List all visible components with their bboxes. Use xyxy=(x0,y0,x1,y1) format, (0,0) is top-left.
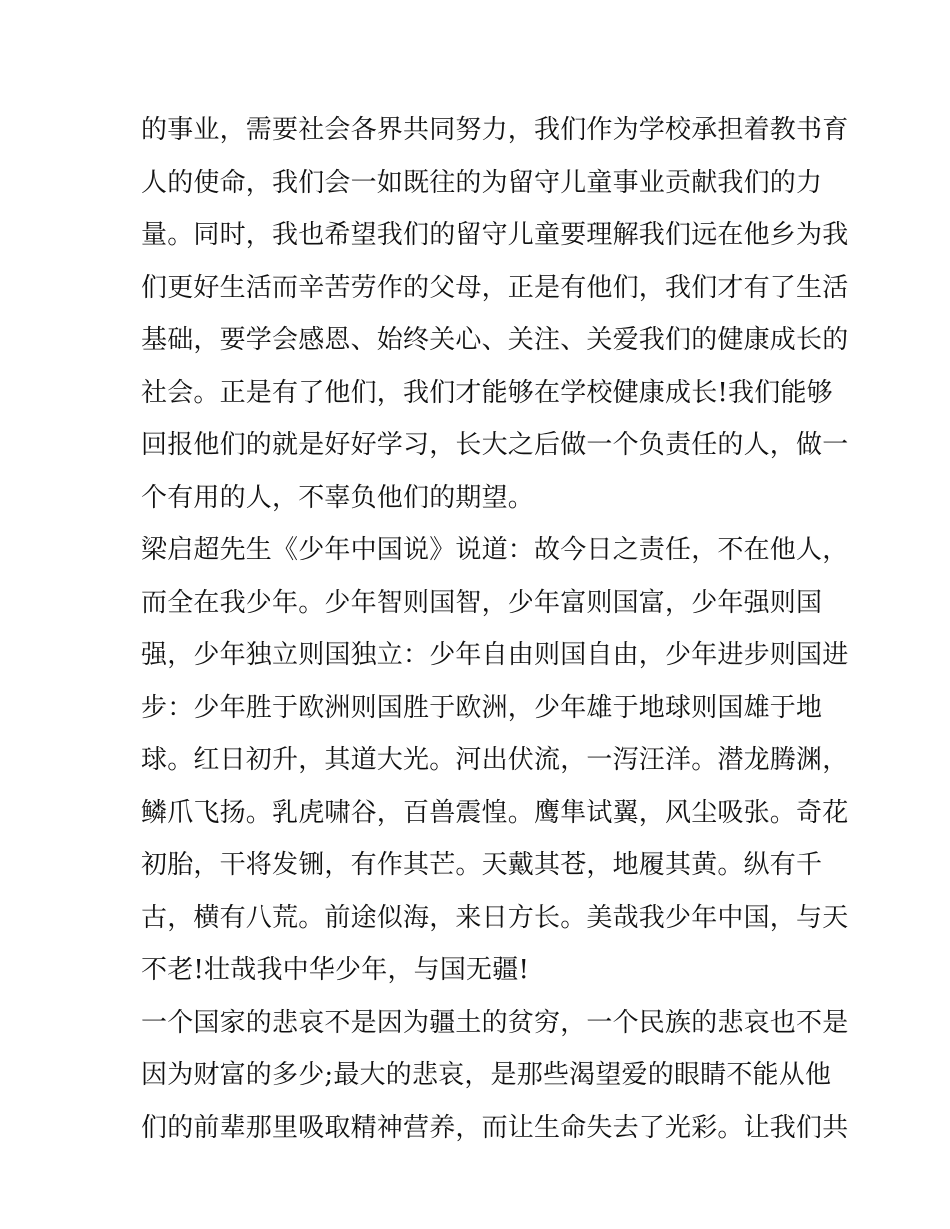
text-line: 而全在我少年。少年智则国智，少年富则国富，少年强则国 xyxy=(141,587,823,618)
text-line: 步：少年胜于欧洲则国胜于欧洲，少年雄于地球则国雄于地 xyxy=(141,692,823,723)
text-line: 初胎，干将发铏，有作其芒。天戴其苍，地履其黄。纵有千 xyxy=(141,850,823,880)
text-line: 基础，要学会感恩、始终关心、关注、关爱我们的健康成长的 xyxy=(141,325,849,355)
text-line: 古，横有八荒。前途似海，来日方长。美哉我少年中国，与天 xyxy=(141,902,849,933)
text-line: 量。同时，我也希望我们的留守儿童要理解我们远在他乡为我 xyxy=(141,220,849,250)
text-line: 强，少年独立则国独立：少年自由则国自由，少年进步则国进 xyxy=(141,640,849,670)
text-line: 一个国家的悲哀不是因为疆土的贫穷，一个民族的悲哀也不是 xyxy=(141,1007,849,1038)
text-line: 因为财富的多少;最大的悲哀，是那些渴望爱的眼睛不能从他 xyxy=(141,1060,832,1090)
text-line: 回报他们的就是好好学习，长大之后做一个负责任的人，做一 xyxy=(141,430,849,460)
text-line: 人的使命，我们会一如既往的为留守儿童事业贡献我们的力 xyxy=(141,167,823,198)
text-line: 不老!壮哉我中华少年，与国无疆! xyxy=(141,955,530,985)
document-body xyxy=(141,104,849,1154)
text-line: 个有用的人，不辜负他们的期望。 xyxy=(141,482,535,513)
text-line: 鳞爪飞扬。乳虎啸谷，百兽震惶。鹰隼试翼，风尘吸张。奇花 xyxy=(141,797,849,828)
text-line: 球。红日初升，其道大光。河出伏流，一泻汪洋。潜龙腾渊， xyxy=(141,745,849,775)
text-line: 社会。正是有了他们，我们才能够在学校健康成长!我们能够 xyxy=(141,377,833,408)
text-line: 们的前辈那里吸取精神营养，而让生命失去了光彩。让我们共 xyxy=(141,1112,849,1143)
text-line: 的事业，需要社会各界共同努力，我们作为学校承担着教书育 xyxy=(141,115,849,145)
text-line: 们更好生活而辛苦劳作的父母，正是有他们，我们才有了生活 xyxy=(141,272,849,303)
text-line: 梁启超先生《少年中国说》说道：故今日之责任，不在他人， xyxy=(141,535,849,565)
